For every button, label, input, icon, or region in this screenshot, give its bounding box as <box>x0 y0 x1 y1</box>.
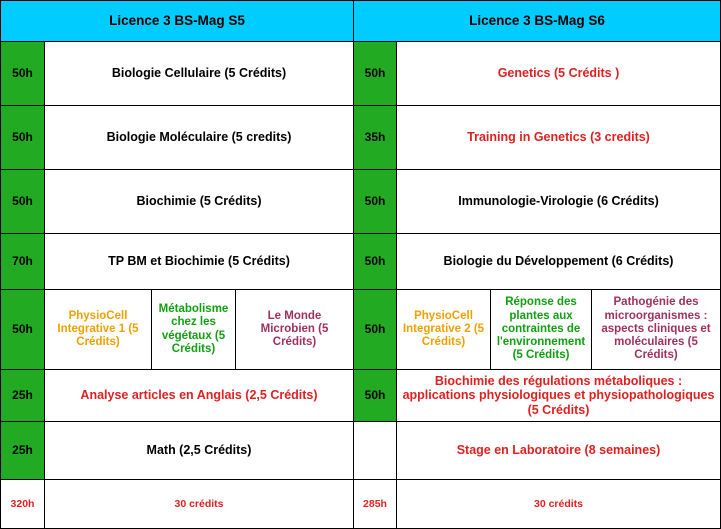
s6-hours-cell: 50h <box>354 370 397 422</box>
s5-hours-cell: 70h <box>0 234 45 290</box>
s5-hours-cell: 50h <box>0 42 45 106</box>
s5-hours-cell: 50h <box>0 106 45 170</box>
s6-course-cell: Biochimie des régulations métaboliques : applications physiologiques et physiopathologiques (5 Crédits) <box>397 370 721 422</box>
s6-split-course-cell: Pathogénie des microorganismes : aspects cliniques et moléculaires (5 Crédits) <box>592 290 721 370</box>
s5-header: Licence 3 BS-Mag S5 <box>0 0 354 42</box>
s5-split-course-cell: Le Monde Microbien (5 Crédits) <box>236 290 354 370</box>
s5-hours-cell: 50h <box>0 170 45 234</box>
s5-course-cell: Biologie Cellulaire (5 Crédits) <box>45 42 354 106</box>
s5-course-cell: Biologie Moléculaire (5 credits) <box>45 106 354 170</box>
s6-hours-cell: 50h <box>354 234 397 290</box>
s6-total-hours: 285h <box>354 480 397 529</box>
s6-hours-cell: 50h <box>354 42 397 106</box>
s5-course-cell: Biochimie (5 Crédits) <box>45 170 354 234</box>
s5-split-course-cell: PhysioCell Integrative 1 (5 Crédits) <box>45 290 152 370</box>
s6-course-cell: Stage en Laboratoire (8 semaines) <box>397 422 721 480</box>
s6-course-cell: Biologie du Développement (6 Crédits) <box>397 234 721 290</box>
s5-total-hours: 320h <box>0 480 45 529</box>
s5-split-course-cell: Métabolisme chez les végétaux (5 Crédits) <box>152 290 236 370</box>
s6-header: Licence 3 BS-Mag S6 <box>354 0 721 42</box>
s6-split-course-cell: Réponse des plantes aux contraintes de l'environnement (5 Crédits) <box>491 290 592 370</box>
s6-course-cell: Training in Genetics (3 credits) <box>397 106 721 170</box>
s6-split-course-cell: PhysioCell Integrative 2 (5 Crédits) <box>397 290 491 370</box>
s6-course-cell: Genetics (5 Crédits ) <box>397 42 721 106</box>
s6-hours-cell: 50h <box>354 290 397 370</box>
s5-hours-cell: 50h <box>0 290 45 370</box>
s5-course-cell: TP BM et Biochimie (5 Crédits) <box>45 234 354 290</box>
s6-course-cell: Immunologie-Virologie (6 Crédits) <box>397 170 721 234</box>
s6-hours-cell-empty <box>354 422 397 480</box>
s6-total-credits: 30 crédits <box>397 480 721 529</box>
s5-total-credits: 30 crédits <box>45 480 354 529</box>
s6-hours-cell: 35h <box>354 106 397 170</box>
s5-course-cell: Math (2,5 Crédits) <box>45 422 354 480</box>
s5-hours-cell: 25h <box>0 422 45 480</box>
s6-hours-cell: 50h <box>354 170 397 234</box>
s5-course-cell: Analyse articles en Anglais (2,5 Crédits) <box>45 370 354 422</box>
s5-hours-cell: 25h <box>0 370 45 422</box>
